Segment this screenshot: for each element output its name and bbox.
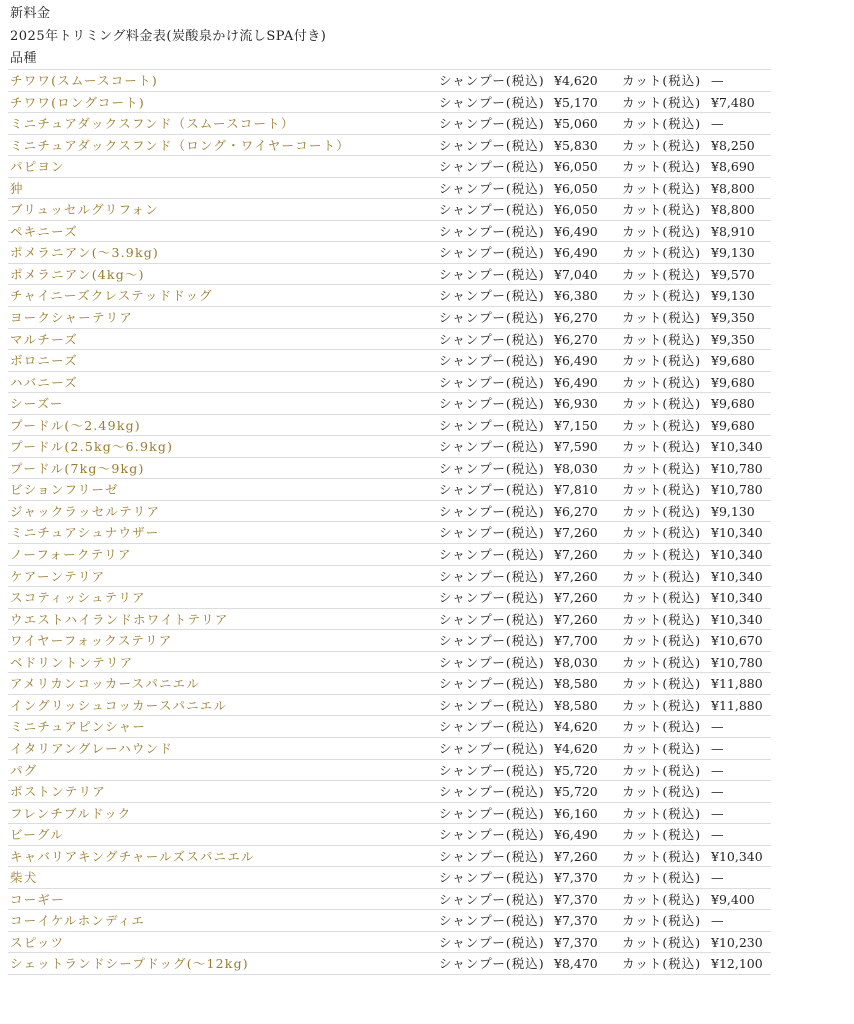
- table-row: [8, 630, 771, 652]
- breed-name: シェットランドシープドッグ(〜12kg): [10, 956, 249, 972]
- shampoo-label: シャンプー(税込): [439, 654, 545, 670]
- table-row: [8, 889, 771, 911]
- breed-name: マルチーズ: [10, 331, 78, 347]
- cut-label: カット(税込): [622, 805, 702, 821]
- shampoo-label: シャンプー(税込): [439, 310, 545, 326]
- shampoo-label: シャンプー(税込): [439, 956, 545, 972]
- cut-label: カット(税込): [622, 547, 702, 563]
- cut-label: カット(税込): [622, 266, 702, 282]
- shampoo-price: ¥7,260: [554, 848, 598, 864]
- shampoo-price: ¥7,810: [554, 482, 598, 498]
- table-row: [8, 544, 771, 566]
- cut-price: ¥9,130: [711, 288, 755, 304]
- cut-price: ¥9,680: [711, 374, 755, 390]
- cut-price: ¥9,400: [711, 891, 755, 907]
- shampoo-label: シャンプー(税込): [439, 482, 545, 498]
- breed-name: パグ: [10, 762, 38, 778]
- breed-name: ミニチュアシュナウザー: [10, 525, 160, 541]
- breed-name: ミニチュアダックスフンド（ロング・ワイヤーコート）: [10, 137, 351, 153]
- shampoo-label: シャンプー(税込): [439, 137, 545, 153]
- shampoo-label: シャンプー(税込): [439, 740, 545, 756]
- shampoo-label: シャンプー(税込): [439, 719, 545, 735]
- table-row: [8, 135, 771, 157]
- breed-name: ワイヤーフォックステリア: [10, 633, 173, 649]
- shampoo-price: ¥6,160: [554, 805, 598, 821]
- shampoo-label: シャンプー(税込): [439, 460, 545, 476]
- cut-price: —: [711, 116, 724, 132]
- table-row: [8, 781, 771, 803]
- cut-label: カット(税込): [622, 934, 702, 950]
- table-row: [8, 824, 771, 846]
- cut-label: カット(税込): [622, 116, 702, 132]
- shampoo-price: ¥6,490: [554, 374, 598, 390]
- breed-name: ポメラニアン(〜3.9kg): [10, 245, 160, 261]
- table-row: [8, 953, 771, 975]
- breed-name: チャイニーズクレステッドドッグ: [10, 288, 213, 304]
- shampoo-price: ¥6,490: [554, 353, 598, 369]
- cut-price: ¥9,680: [711, 353, 755, 369]
- breed-name: 柴犬: [10, 870, 38, 886]
- cut-label: カット(税込): [622, 482, 702, 498]
- cut-price: ¥9,350: [711, 310, 755, 326]
- shampoo-price: ¥5,060: [554, 116, 598, 132]
- breed-name: ポメラニアン(4kg〜): [10, 266, 145, 282]
- shampoo-price: ¥7,370: [554, 891, 598, 907]
- table-row: [8, 479, 771, 501]
- shampoo-label: シャンプー(税込): [439, 848, 545, 864]
- cut-price: ¥10,340: [711, 590, 763, 606]
- cut-label: カット(税込): [622, 827, 702, 843]
- shampoo-label: シャンプー(税込): [439, 697, 545, 713]
- shampoo-price: ¥6,490: [554, 223, 598, 239]
- cut-label: カット(税込): [622, 676, 702, 692]
- cut-price: ¥9,680: [711, 396, 755, 412]
- table-row: [8, 566, 771, 588]
- cut-price: ¥10,340: [711, 547, 763, 563]
- breed-name: コーイケルホンディエ: [10, 913, 146, 929]
- cut-price: ¥9,350: [711, 331, 755, 347]
- shampoo-price: ¥7,260: [554, 525, 598, 541]
- cut-label: カット(税込): [622, 288, 702, 304]
- shampoo-price: ¥6,270: [554, 331, 598, 347]
- breed-name: キャバリアキングチャールズスパニエル: [10, 848, 255, 864]
- shampoo-label: シャンプー(税込): [439, 396, 545, 412]
- cut-label: カット(税込): [622, 590, 702, 606]
- cut-price: ¥10,340: [711, 568, 763, 584]
- table-row: [8, 92, 771, 114]
- cut-label: カット(税込): [622, 784, 702, 800]
- breed-name: アメリカンコッカースパニエル: [10, 676, 201, 692]
- shampoo-label: シャンプー(税込): [439, 827, 545, 843]
- cut-price: ¥11,880: [711, 676, 763, 692]
- breed-name: ケアーンテリア: [10, 568, 106, 584]
- cut-label: カット(税込): [622, 223, 702, 239]
- cut-label: カット(税込): [622, 525, 702, 541]
- breed-name: ビションフリーゼ: [10, 482, 119, 498]
- cut-label: カット(税込): [622, 180, 702, 196]
- breed-name: ヨークシャーテリア: [10, 310, 134, 326]
- shampoo-label: シャンプー(税込): [439, 159, 545, 175]
- cut-label: カット(税込): [622, 956, 702, 972]
- breed-name: チワワ(スムースコート): [10, 73, 158, 88]
- cut-label: カット(税込): [622, 159, 702, 175]
- cut-price: —: [711, 913, 724, 929]
- cut-label: カット(税込): [622, 417, 702, 433]
- table-row: [8, 70, 771, 92]
- cut-label: カット(税込): [622, 913, 702, 929]
- cut-label: カット(税込): [622, 460, 702, 476]
- shampoo-label: シャンプー(税込): [439, 676, 545, 692]
- cut-price: ¥7,480: [711, 94, 755, 110]
- shampoo-price: ¥7,150: [554, 417, 598, 433]
- shampoo-label: シャンプー(税込): [439, 891, 545, 907]
- breed-name: ビーグル: [10, 827, 64, 843]
- cut-price: ¥10,670: [711, 633, 763, 649]
- shampoo-label: シャンプー(税込): [439, 870, 545, 886]
- table-row: [8, 350, 771, 372]
- shampoo-price: ¥6,490: [554, 245, 598, 261]
- table-row: [8, 760, 771, 782]
- cut-label: カット(税込): [622, 353, 702, 369]
- table-row: [8, 393, 771, 415]
- breed-column-header: 品種: [10, 51, 38, 66]
- cut-label: カット(税込): [622, 568, 702, 584]
- shampoo-label: シャンプー(税込): [439, 503, 545, 519]
- breed-name: シーズー: [10, 396, 64, 412]
- price-table-title: 2025年トリミング料金表(炭酸泉かけ流しSPA付き): [10, 29, 327, 44]
- cut-price: ¥10,230: [711, 934, 763, 950]
- shampoo-price: ¥4,620: [554, 73, 598, 88]
- cut-label: カット(税込): [622, 848, 702, 864]
- cut-label: カット(税込): [622, 331, 702, 347]
- breed-name: イングリッシュコッカースパニエル: [10, 697, 228, 713]
- cut-price: —: [711, 740, 724, 756]
- cut-price: ¥9,130: [711, 503, 755, 519]
- shampoo-price: ¥7,260: [554, 568, 598, 584]
- cut-label: カット(税込): [622, 697, 702, 713]
- breed-name: ボストンテリア: [10, 784, 106, 800]
- cut-price: —: [711, 762, 724, 778]
- shampoo-label: シャンプー(税込): [439, 417, 545, 433]
- cut-label: カット(税込): [622, 719, 702, 735]
- cut-price: ¥9,680: [711, 417, 755, 433]
- shampoo-label: シャンプー(税込): [439, 116, 545, 132]
- cut-label: カット(税込): [622, 202, 702, 218]
- shampoo-price: ¥7,260: [554, 611, 598, 627]
- shampoo-price: ¥6,490: [554, 827, 598, 843]
- shampoo-price: ¥6,930: [554, 396, 598, 412]
- table-row: [8, 415, 771, 437]
- cut-label: カット(税込): [622, 611, 702, 627]
- shampoo-price: ¥6,050: [554, 202, 598, 218]
- table-row: [8, 910, 771, 932]
- cut-price: —: [711, 805, 724, 821]
- cut-price: ¥9,130: [711, 245, 755, 261]
- table-row: [8, 501, 771, 523]
- breed-name: 狆: [10, 180, 24, 196]
- shampoo-price: ¥7,260: [554, 590, 598, 606]
- breed-name: ジャックラッセルテリア: [10, 503, 161, 519]
- breed-name: ペキニーズ: [10, 223, 78, 239]
- breed-name: スコティッシュテリア: [10, 590, 146, 606]
- shampoo-price: ¥7,040: [554, 266, 598, 282]
- breed-name: パピヨン: [10, 159, 65, 175]
- shampoo-price: ¥7,370: [554, 913, 598, 929]
- shampoo-label: シャンプー(税込): [439, 913, 545, 929]
- cut-price: —: [711, 827, 724, 843]
- table-row: [8, 652, 771, 674]
- table-row: [8, 867, 771, 889]
- cut-price: ¥12,100: [711, 956, 763, 972]
- breed-name: コーギー: [10, 891, 65, 907]
- shampoo-price: ¥8,030: [554, 460, 598, 476]
- breed-name: ウエストハイランドホワイトテリア: [10, 611, 229, 627]
- breed-name: イタリアングレーハウンド: [10, 740, 174, 756]
- table-row: [8, 587, 771, 609]
- cut-price: ¥8,250: [711, 137, 755, 153]
- shampoo-price: ¥8,580: [554, 697, 598, 713]
- shampoo-price: ¥5,170: [554, 94, 598, 110]
- cut-price: ¥9,570: [711, 266, 755, 282]
- cut-label: カット(税込): [622, 396, 702, 412]
- table-row: [8, 695, 771, 717]
- table-row: [8, 522, 771, 544]
- cut-price: ¥8,690: [711, 159, 755, 175]
- shampoo-label: シャンプー(税込): [439, 633, 545, 649]
- shampoo-label: シャンプー(税込): [439, 288, 545, 304]
- breed-name: ミニチュアダックスフンド（スムースコート）: [10, 116, 295, 132]
- breed-name: ハバニーズ: [10, 374, 78, 390]
- shampoo-label: シャンプー(税込): [439, 590, 545, 606]
- cut-label: カット(税込): [622, 762, 702, 778]
- shampoo-label: シャンプー(税込): [439, 94, 545, 110]
- shampoo-price: ¥5,830: [554, 137, 598, 153]
- cut-price: ¥11,880: [711, 697, 763, 713]
- shampoo-price: ¥6,050: [554, 180, 598, 196]
- breed-name: ミニチュアピンシャー: [10, 719, 147, 735]
- cut-price: ¥10,340: [711, 525, 763, 541]
- table-row: [8, 307, 771, 329]
- shampoo-label: シャンプー(税込): [439, 568, 545, 584]
- table-row: [8, 436, 771, 458]
- table-row: [8, 156, 771, 178]
- shampoo-price: ¥8,470: [554, 956, 598, 972]
- cut-label: カット(税込): [622, 374, 702, 390]
- cut-label: カット(税込): [622, 439, 702, 455]
- shampoo-price: ¥5,720: [554, 784, 598, 800]
- breed-name: フレンチブルドック: [10, 805, 132, 821]
- cut-label: カット(税込): [622, 870, 702, 886]
- shampoo-label: シャンプー(税込): [439, 784, 545, 800]
- shampoo-label: シャンプー(税込): [439, 547, 545, 563]
- shampoo-price: ¥7,700: [554, 633, 598, 649]
- cut-price: —: [711, 870, 724, 886]
- cut-label: カット(税込): [622, 73, 702, 88]
- shampoo-label: シャンプー(税込): [439, 934, 545, 950]
- breed-name: ノーフォークテリア: [10, 547, 132, 563]
- cut-price: —: [711, 719, 724, 735]
- cut-price: ¥10,340: [711, 439, 763, 455]
- shampoo-label: シャンプー(税込): [439, 525, 545, 541]
- cut-price: —: [711, 784, 724, 800]
- shampoo-label: シャンプー(税込): [439, 762, 545, 778]
- breed-name: ボロニーズ: [10, 353, 78, 369]
- breed-name: ブリュッセルグリフォン: [10, 202, 159, 218]
- cut-price: ¥10,780: [711, 654, 763, 670]
- shampoo-label: シャンプー(税込): [439, 353, 545, 369]
- price-table: [8, 69, 771, 975]
- shampoo-price: ¥6,270: [554, 310, 598, 326]
- table-row: [8, 846, 771, 868]
- shampoo-price: ¥6,380: [554, 288, 598, 304]
- shampoo-label: シャンプー(税込): [439, 180, 545, 196]
- new-price-heading: 新料金: [10, 6, 51, 21]
- shampoo-label: シャンプー(税込): [439, 202, 545, 218]
- table-row: [8, 372, 771, 394]
- cut-price: ¥10,780: [711, 482, 763, 498]
- table-row: [8, 609, 771, 631]
- cut-price: ¥8,800: [711, 180, 755, 196]
- shampoo-price: ¥8,030: [554, 654, 598, 670]
- table-row: [8, 242, 771, 264]
- shampoo-price: ¥7,260: [554, 547, 598, 563]
- shampoo-price: ¥5,720: [554, 762, 598, 778]
- cut-label: カット(税込): [622, 94, 702, 110]
- breed-name: プードル(〜2.49kg): [10, 417, 141, 433]
- table-row: [8, 199, 771, 221]
- table-row: [8, 329, 771, 351]
- shampoo-price: ¥7,370: [554, 870, 598, 886]
- cut-label: カット(税込): [622, 503, 702, 519]
- cut-price: ¥10,780: [711, 460, 763, 476]
- shampoo-label: シャンプー(税込): [439, 374, 545, 390]
- cut-price: ¥8,800: [711, 202, 755, 218]
- table-row: [8, 178, 771, 200]
- cut-label: カット(税込): [622, 137, 702, 153]
- shampoo-label: シャンプー(税込): [439, 611, 545, 627]
- table-row: [8, 738, 771, 760]
- cut-price: ¥10,340: [711, 848, 763, 864]
- cut-price: ¥8,910: [711, 223, 755, 239]
- table-row: [8, 673, 771, 695]
- shampoo-label: シャンプー(税込): [439, 73, 545, 88]
- cut-label: カット(税込): [622, 633, 702, 649]
- breed-name: ベドリントンテリア: [10, 654, 134, 670]
- cut-label: カット(税込): [622, 654, 702, 670]
- cut-label: カット(税込): [622, 245, 702, 261]
- shampoo-price: ¥7,590: [554, 439, 598, 455]
- cut-label: カット(税込): [622, 891, 702, 907]
- breed-name: スピッツ: [10, 934, 65, 950]
- table-row: [8, 716, 771, 738]
- cut-label: カット(税込): [622, 310, 702, 326]
- cut-label: カット(税込): [622, 740, 702, 756]
- breed-name: プードル(7kg〜9kg): [10, 460, 145, 476]
- cut-price: —: [711, 73, 724, 88]
- table-row: [8, 458, 771, 480]
- shampoo-price: ¥8,580: [554, 676, 598, 692]
- table-row: [8, 803, 771, 825]
- table-row: [8, 264, 771, 286]
- table-row: [8, 113, 771, 135]
- shampoo-label: シャンプー(税込): [439, 266, 545, 282]
- breed-name: プードル(2.5kg〜6.9kg): [10, 439, 174, 455]
- shampoo-price: ¥6,270: [554, 503, 598, 519]
- shampoo-label: シャンプー(税込): [439, 439, 545, 455]
- shampoo-price: ¥7,370: [554, 934, 598, 950]
- shampoo-label: シャンプー(税込): [439, 245, 545, 261]
- shampoo-price: ¥6,050: [554, 159, 598, 175]
- shampoo-label: シャンプー(税込): [439, 331, 545, 347]
- shampoo-price: ¥4,620: [554, 719, 598, 735]
- shampoo-price: ¥4,620: [554, 740, 598, 756]
- shampoo-label: シャンプー(税込): [439, 223, 545, 239]
- cut-price: ¥10,340: [711, 611, 763, 627]
- table-row: [8, 221, 771, 243]
- table-row: [8, 285, 771, 307]
- shampoo-label: シャンプー(税込): [439, 805, 545, 821]
- table-row: [8, 932, 771, 954]
- breed-name: チワワ(ロングコート): [10, 94, 145, 110]
